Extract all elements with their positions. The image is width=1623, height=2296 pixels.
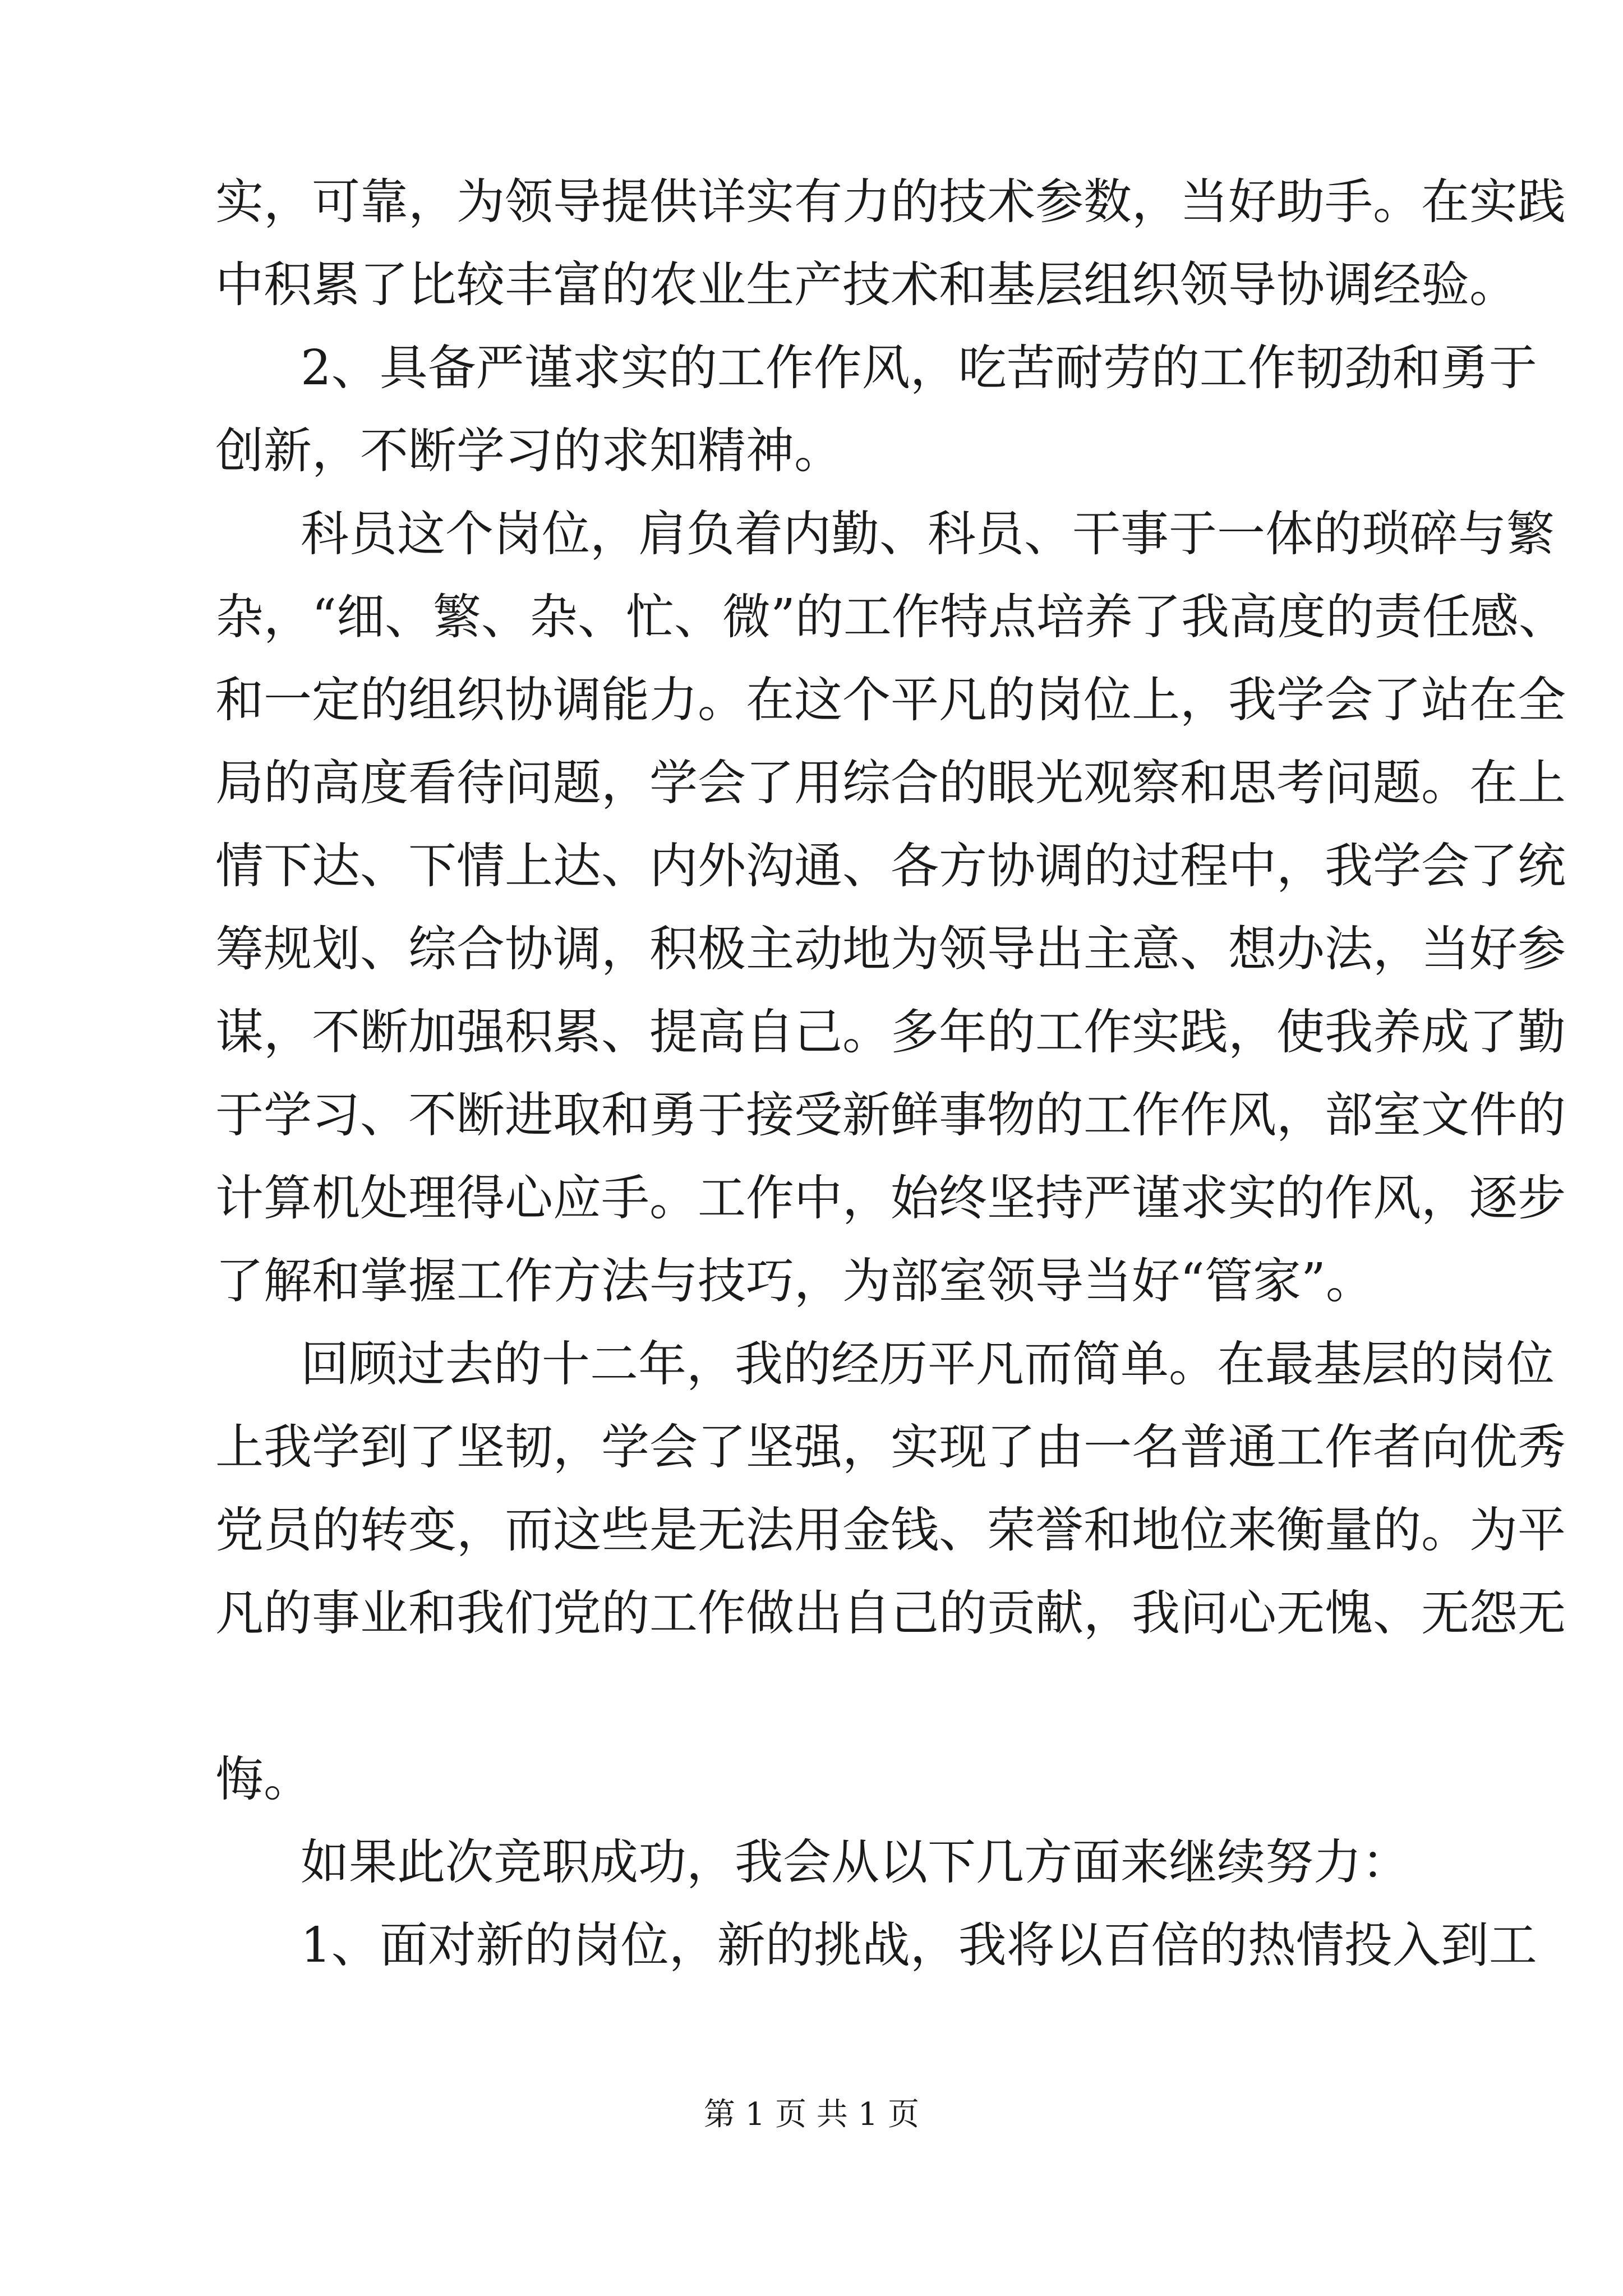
text-line: 2、具备严谨求实的工作作风，吃苦耐劳的工作韧劲和勇于 <box>301 340 1537 396</box>
text-line: 计算机处理得心应手。工作中，始终坚持严谨求实的作风，逐步 <box>215 1170 1566 1226</box>
text-line: 凡的事业和我们党的工作做出自己的贡献，我问心无愧、无怨无 <box>215 1585 1566 1641</box>
text-line: 创新，不断学习的求知精神。 <box>215 423 842 479</box>
text-line: 谋，不断加强积累、提高自己。多年的工作实践，使我养成了勤 <box>215 1004 1566 1060</box>
text-line: 情下达、下情上达、内外沟通、各方协调的过程中，我学会了统 <box>215 838 1566 894</box>
text-line: 中积累了比较丰富的农业生产技术和基层组织领导协调经验。 <box>215 257 1518 313</box>
text-line: 于学习、不断进取和勇于接受新鲜事物的工作作风，部室文件的 <box>215 1087 1566 1143</box>
text-line: 了解和掌握工作方法与技巧，为部室领导当好“管家”。 <box>215 1253 1374 1309</box>
text-line: 和一定的组织协调能力。在这个平凡的岗位上，我学会了站在全 <box>215 672 1566 728</box>
text-line: 悔。 <box>215 1751 312 1807</box>
page-footer: 第 1 页 共 1 页 <box>703 2096 920 2133</box>
text-line: 筹规划、综合协调，积极主动地为领导出主意、想办法，当好参 <box>215 921 1566 977</box>
text-line: 1、面对新的岗位，新的挑战，我将以百倍的热情投入到工 <box>301 1917 1537 1973</box>
document-body-continued <box>215 0 1567 2296</box>
text-line: 党员的转变，而这些是无法用金钱、荣誉和地位来衡量的。为平 <box>215 1502 1566 1558</box>
text-line: 实，可靠，为领导提供详实有力的技术参数，当好助手。在实践 <box>215 174 1566 230</box>
text-line: 杂，“细、繁、杂、忙、微”的工作特点培养了我高度的责任感、 <box>215 589 1567 645</box>
text-line: 局的高度看待问题，学会了用综合的眼光观察和思考问题。在上 <box>215 755 1566 811</box>
text-line: 上我学到了坚韧，学会了坚强，实现了由一名普通工作者向优秀 <box>215 1419 1566 1475</box>
text-line: 如果此次竞职成功，我会从以下几方面来继续努力： <box>301 1834 1410 1890</box>
text-line: 科员这个岗位，肩负着内勤、科员、干事于一体的琐碎与繁 <box>301 506 1555 562</box>
text-line: 回顾过去的十二年，我的经历平凡而简单。在最基层的岗位 <box>301 1336 1555 1392</box>
